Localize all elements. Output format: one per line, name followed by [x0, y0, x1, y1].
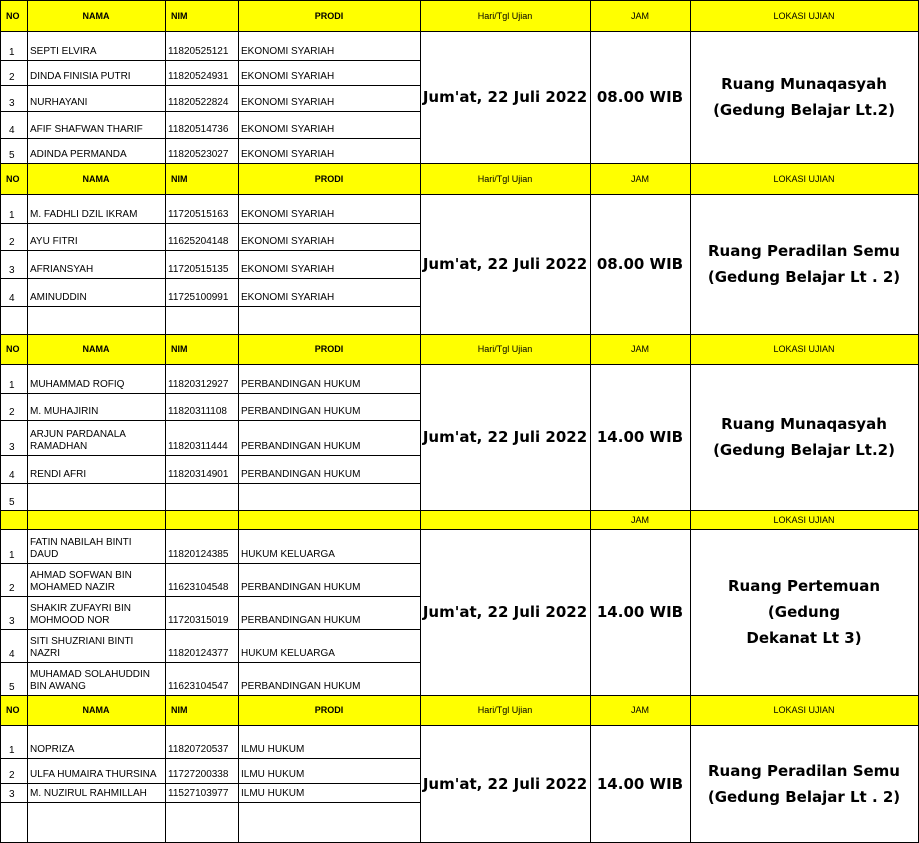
grid-line [420, 725, 421, 842]
grid-line [238, 0, 239, 31]
header-jam: JAM [590, 0, 690, 31]
header-prodi: PRODI [238, 163, 420, 194]
study-program: EKONOMI SYARIAH [241, 292, 335, 303]
header-jam: JAM [590, 163, 690, 194]
student-name: M. MUHAJIRIN [30, 406, 99, 417]
exam-time: 08.00 WIB [596, 88, 684, 106]
student-name: ADINDA PERMANDA [30, 149, 127, 160]
student-nim: 11820311444 [168, 441, 228, 452]
row-number: 3 [9, 265, 15, 276]
student-name: M. FADHLI DZIL IKRAM [30, 209, 138, 220]
student-name: AMINUDDIN [30, 292, 87, 303]
grid-line [690, 364, 691, 510]
grid-line [165, 163, 166, 194]
grid-line [690, 194, 691, 334]
student-nim: 11820720537 [168, 744, 229, 755]
student-name: AHMAD SOFWAN BIN MOHAMED NAZIR [30, 570, 132, 593]
exam-location: Ruang Munaqasyah (Gedung Belajar Lt.2) [713, 415, 895, 459]
grid-line [590, 334, 591, 364]
header-no: NO [0, 695, 27, 725]
grid-line [238, 529, 239, 695]
header-lokasi: LOKASI UJIAN [690, 510, 918, 529]
exam-date: Jum'at, 22 Juli 2022 [422, 774, 588, 793]
student-name [27, 802, 165, 842]
exam-time: 08.00 WIB [596, 255, 684, 273]
grid-line [0, 455, 420, 456]
student-nim: 11820525121 [168, 46, 229, 57]
grid-line [27, 334, 28, 364]
grid-line [590, 725, 591, 842]
student-name: MUHAMMAD ROFIQ [30, 379, 125, 390]
student-name: ARJUN PARDANALA RAMADHAN [30, 429, 126, 452]
grid-line [420, 510, 421, 529]
study-program: PERBANDINGAN HUKUM [241, 615, 361, 626]
header-prodi: PRODI [238, 695, 420, 725]
grid-line [0, 695, 919, 696]
student-name: RENDI AFRI [30, 469, 87, 480]
grid-line [27, 529, 28, 695]
exam-date: Jum'at, 22 Juli 2022 [422, 255, 588, 273]
student-name: NOPRIZA [30, 744, 75, 755]
student-name: NURHAYANI [30, 97, 88, 108]
student-nim: 11820522824 [168, 97, 229, 108]
grid-line [0, 334, 919, 335]
grid-line [420, 695, 421, 725]
row-number: 4 [9, 649, 15, 660]
row-number: 3 [9, 616, 15, 627]
row-number: 1 [9, 550, 15, 561]
header-hari: Hari/Tgl Ujian [420, 695, 590, 725]
grid-line [690, 529, 691, 695]
exam-time: 14.00 WIB [596, 774, 684, 793]
header-jam: JAM [590, 695, 690, 725]
student-nim: 11625204148 [168, 236, 229, 247]
grid-line [690, 334, 691, 364]
study-program [238, 483, 420, 510]
student-name: SEPTI ELVIRA [30, 46, 97, 57]
header-no [0, 510, 27, 529]
student-nim: 11527103977 [168, 788, 229, 799]
grid-line [690, 163, 691, 194]
student-nim: 11820514736 [168, 124, 229, 135]
grid-line [0, 111, 420, 112]
grid-line [590, 31, 591, 163]
row-number [0, 306, 27, 334]
student-nim: 11720515135 [168, 264, 229, 275]
student-nim: 11820523027 [168, 149, 229, 160]
exam-location: Ruang Peradilan Semu (Gedung Belajar Lt . 2) [707, 761, 901, 806]
study-program: EKONOMI SYARIAH [241, 46, 335, 57]
study-program [238, 306, 420, 334]
grid-line [0, 802, 420, 803]
student-name: MUHAMAD SOLAHUDDIN BIN AWANG [30, 669, 151, 692]
study-program: PERBANDINGAN HUKUM [241, 406, 361, 417]
grid-line [590, 0, 591, 31]
grid-line [238, 510, 239, 529]
grid-line [238, 194, 239, 334]
grid-line [165, 725, 166, 842]
exam-date: Jum'at, 22 Juli 2022 [422, 428, 588, 446]
exam-date: Jum'at, 22 Juli 2022 [422, 603, 588, 621]
study-program: EKONOMI SYARIAH [241, 124, 335, 135]
header-nim: NIM [165, 0, 238, 31]
study-program: HUKUM KELUARGA [241, 648, 335, 659]
header-nama [27, 510, 165, 529]
grid-line [420, 194, 421, 334]
student-nim: 11820312927 [168, 379, 229, 390]
grid-line [0, 31, 919, 32]
row-number: 3 [9, 98, 15, 109]
header-nama: NAMA [27, 0, 165, 31]
grid-line [0, 194, 919, 195]
row-number: 2 [9, 407, 15, 418]
student-name: FATIN NABILAH BINTI DAUD [30, 537, 132, 560]
grid-line [0, 563, 420, 564]
row-number: 4 [9, 470, 15, 481]
student-name: M. NUZIRUL RAHMILLAH [30, 788, 147, 799]
grid-line [0, 334, 1, 364]
student-name: AFIF SHAFWAN THARIF [30, 124, 143, 135]
grid-line [27, 510, 28, 529]
header-lokasi: LOKASI UJIAN [690, 0, 918, 31]
grid-line [27, 0, 28, 31]
row-number: 4 [9, 293, 15, 304]
study-program: EKONOMI SYARIAH [241, 236, 335, 247]
header-nim: NIM [165, 695, 238, 725]
grid-line [27, 31, 28, 163]
grid-line [590, 510, 591, 529]
grid-line [165, 334, 166, 364]
header-hari: Hari/Tgl Ujian [420, 0, 590, 31]
grid-line [0, 250, 420, 251]
grid-line [420, 529, 421, 695]
header-jam: JAM [590, 510, 690, 529]
row-number: 5 [9, 497, 15, 508]
student-nim: 11820124377 [168, 648, 229, 659]
header-nama: NAMA [27, 334, 165, 364]
grid-line [0, 194, 1, 334]
student-nim: 11820524931 [168, 71, 229, 82]
grid-line [27, 194, 28, 334]
student-nim: 11623104548 [168, 582, 229, 593]
student-name [27, 306, 165, 334]
row-number: 3 [9, 789, 15, 800]
grid-line [420, 0, 421, 31]
study-program: PERBANDINGAN HUKUM [241, 379, 361, 390]
grid-line [0, 758, 420, 759]
header-prodi: PRODI [238, 334, 420, 364]
exam-time: 14.00 WIB [596, 428, 684, 446]
grid-line [590, 695, 591, 725]
study-program: EKONOMI SYARIAH [241, 97, 335, 108]
row-number: 2 [9, 72, 15, 83]
grid-line [420, 31, 421, 163]
header-nim: NIM [165, 163, 238, 194]
header-nama: NAMA [27, 163, 165, 194]
grid-line [0, 510, 919, 511]
grid-line [0, 278, 420, 279]
study-program: ILMU HUKUM [241, 788, 305, 799]
study-program: PERBANDINGAN HUKUM [241, 469, 361, 480]
study-program: HUKUM KELUARGA [241, 549, 335, 560]
grid-line [0, 60, 420, 61]
row-number: 1 [9, 380, 15, 391]
grid-line [238, 31, 239, 163]
study-program [238, 802, 420, 842]
grid-line [0, 138, 420, 139]
grid-line [690, 31, 691, 163]
grid-line [238, 163, 239, 194]
grid-line [0, 163, 1, 194]
student-nim: 11720315019 [168, 615, 229, 626]
grid-line [0, 393, 420, 394]
header-no: NO [0, 0, 27, 31]
student-nim [165, 483, 238, 510]
grid-line [0, 695, 1, 725]
grid-line [590, 364, 591, 510]
grid-line [0, 420, 420, 421]
grid-line [0, 596, 420, 597]
header-prodi [238, 510, 420, 529]
header-hari [420, 510, 590, 529]
study-program: EKONOMI SYARIAH [241, 149, 335, 160]
grid-line [590, 163, 591, 194]
grid-line [690, 695, 691, 725]
student-name: ULFA HUMAIRA THURSINA [30, 769, 157, 780]
grid-line [0, 364, 919, 365]
student-nim: 11820124385 [168, 549, 229, 560]
grid-line [0, 364, 1, 510]
student-nim: 11820311108 [168, 406, 227, 417]
grid-line [0, 783, 420, 784]
grid-line [165, 364, 166, 510]
grid-line [690, 725, 691, 842]
grid-line [0, 529, 919, 530]
header-nama: NAMA [27, 695, 165, 725]
study-program: EKONOMI SYARIAH [241, 71, 335, 82]
header-lokasi: LOKASI UJIAN [690, 163, 918, 194]
study-program: EKONOMI SYARIAH [241, 209, 335, 220]
header-hari: Hari/Tgl Ujian [420, 163, 590, 194]
grid-line [165, 31, 166, 163]
grid-line [27, 695, 28, 725]
grid-line [0, 85, 420, 86]
row-number: 2 [9, 237, 15, 248]
grid-line [238, 364, 239, 510]
student-nim [165, 306, 238, 334]
grid-line [0, 510, 1, 529]
grid-line [238, 695, 239, 725]
header-lokasi: LOKASI UJIAN [690, 334, 918, 364]
header-no: NO [0, 163, 27, 194]
grid-line [0, 163, 919, 164]
header-nim [165, 510, 238, 529]
header-jam: JAM [590, 334, 690, 364]
grid-line [420, 364, 421, 510]
grid-line [238, 725, 239, 842]
grid-line [0, 662, 420, 663]
grid-line [420, 334, 421, 364]
exam-location: Ruang Munaqasyah (Gedung Belajar Lt.2) [713, 75, 895, 119]
student-nim: 11720515163 [168, 209, 229, 220]
row-number: 5 [9, 682, 15, 693]
grid-line [0, 725, 919, 726]
header-hari: Hari/Tgl Ujian [420, 334, 590, 364]
header-lokasi: LOKASI UJIAN [690, 695, 918, 725]
exam-time: 14.00 WIB [596, 603, 684, 621]
row-number: 1 [9, 745, 15, 756]
grid-line [165, 510, 166, 529]
grid-line [0, 629, 420, 630]
grid-line [27, 725, 28, 842]
grid-line [0, 223, 420, 224]
grid-line [0, 725, 1, 842]
student-name: SITI SHUZRIANI BINTI NAZRI [30, 636, 134, 659]
study-program: ILMU HUKUM [241, 744, 305, 755]
grid-line [165, 695, 166, 725]
student-name: DINDA FINISIA PUTRI [30, 71, 131, 82]
header-prodi: PRODI [238, 0, 420, 31]
student-nim: 11727200338 [168, 769, 229, 780]
row-number: 1 [9, 210, 15, 221]
row-number: 3 [9, 442, 15, 453]
grid-line [690, 510, 691, 529]
grid-line [27, 364, 28, 510]
header-nim: NIM [165, 334, 238, 364]
row-number: 5 [9, 150, 15, 161]
study-program: PERBANDINGAN HUKUM [241, 681, 361, 692]
exam-location: Ruang Peradilan Semu (Gedung Belajar Lt . 2) [707, 242, 901, 286]
study-program: PERBANDINGAN HUKUM [241, 582, 361, 593]
header-no: NO [0, 334, 27, 364]
study-program: ILMU HUKUM [241, 769, 305, 780]
grid-line [238, 334, 239, 364]
student-nim: 11820314901 [168, 469, 229, 480]
row-number: 1 [9, 47, 15, 58]
grid-line [690, 0, 691, 31]
exam-date: Jum'at, 22 Juli 2022 [422, 88, 588, 106]
grid-line [0, 306, 420, 307]
student-nim: 11623104547 [168, 681, 229, 692]
grid-line [0, 0, 1, 31]
row-number [0, 802, 27, 842]
grid-line [165, 194, 166, 334]
row-number: 2 [9, 583, 15, 594]
student-nim [165, 802, 238, 842]
student-name: AFRIANSYAH [30, 264, 94, 275]
row-number: 4 [9, 125, 15, 136]
grid-line [165, 0, 166, 31]
exam-location: Ruang Pertemuan (Gedung Dekanat Lt 3) [727, 577, 880, 647]
grid-line [590, 194, 591, 334]
row-number: 2 [9, 770, 15, 781]
grid-line [0, 31, 1, 163]
student-name: SHAKIR ZUFAYRI BIN MOHMOOD NOR [30, 603, 131, 626]
grid-line [590, 529, 591, 695]
student-nim: 11725100991 [168, 292, 229, 303]
grid-line [420, 163, 421, 194]
grid-line [165, 529, 166, 695]
study-program: EKONOMI SYARIAH [241, 264, 335, 275]
student-name: AYU FITRI [30, 236, 78, 247]
student-name [27, 483, 165, 510]
study-program: PERBANDINGAN HUKUM [241, 441, 361, 452]
grid-line [27, 163, 28, 194]
grid-line [0, 529, 1, 695]
grid-line [0, 483, 420, 484]
grid-line [0, 0, 919, 1]
